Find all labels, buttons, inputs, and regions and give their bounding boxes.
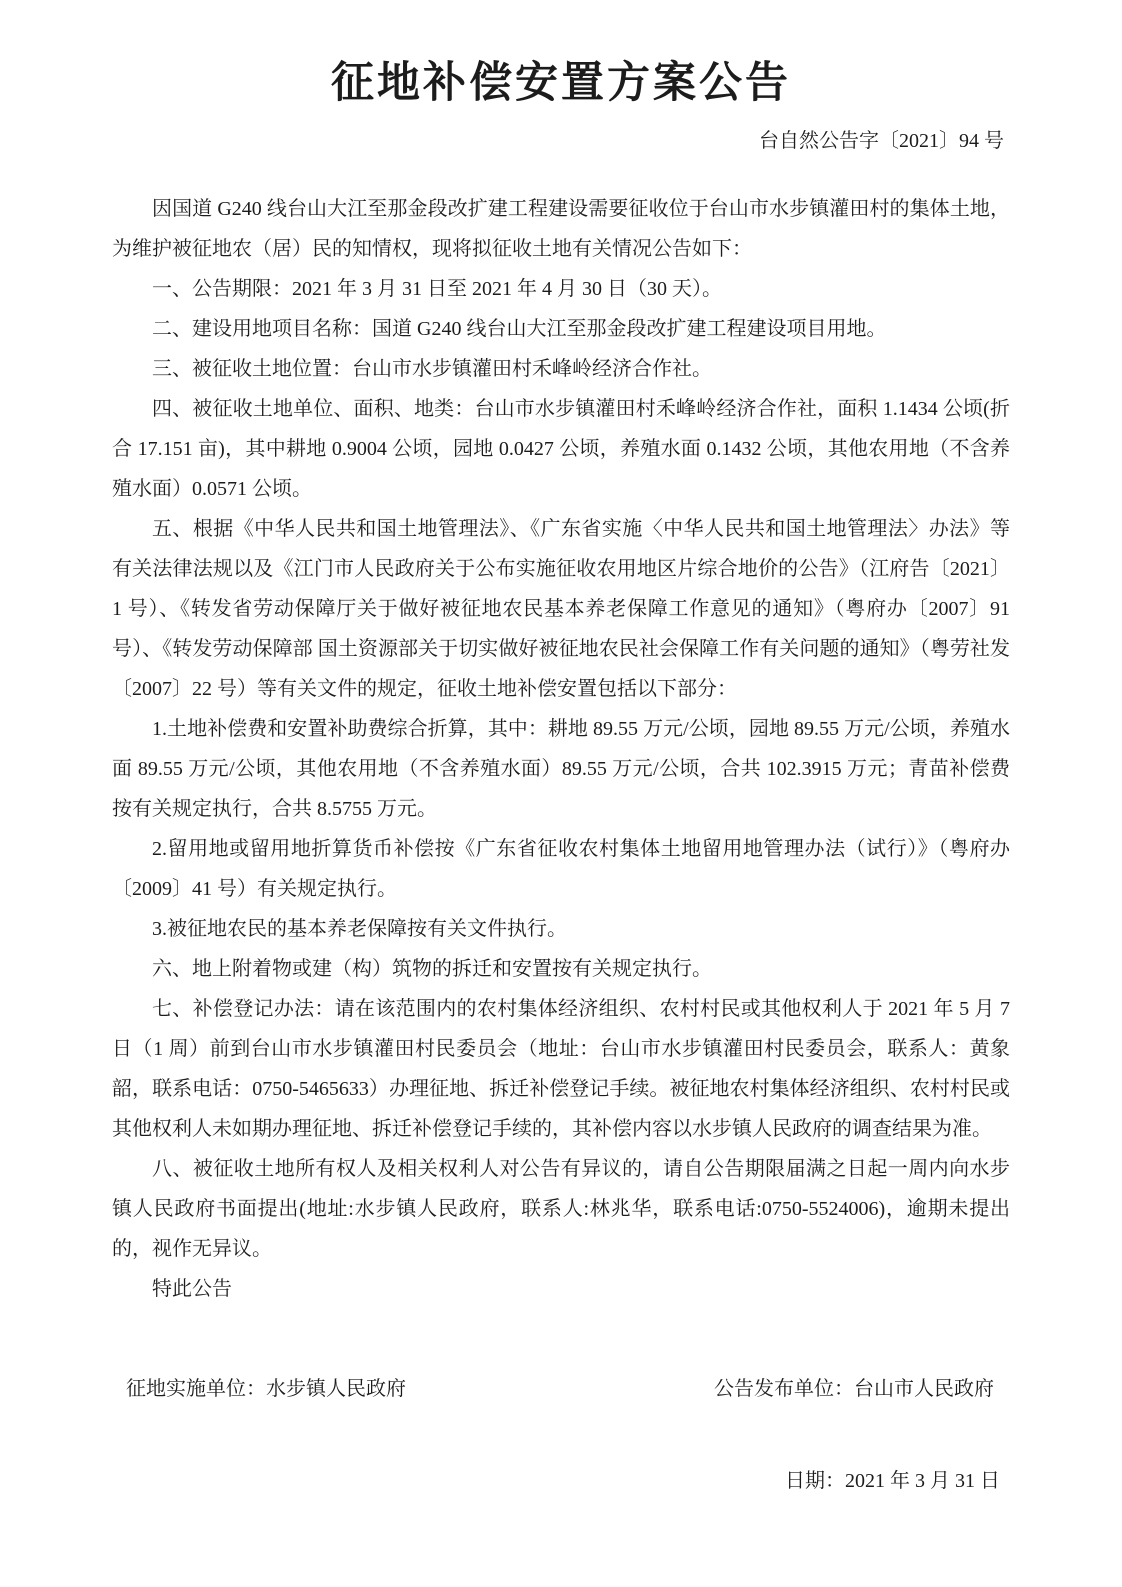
sub-item-1-compensation-rates: 1.土地补偿费和安置补助费综合折算，其中：耕地 89.55 万元/公顷，园地 89.55 万元/公顷，养殖水面 89.55 万元/公顷，其他农用地（不含养殖水面）89.55 万元/公顷，合共 102.3915 万元；青苗补偿费按有关规定执行，合共 8.5755 万元。 — [112, 717, 1010, 820]
footer-publish-unit: 公告发布单位：台山市人民政府 — [714, 1377, 994, 1400]
document-body — [112, 189, 1010, 1309]
footer-implement-unit: 征地实施单位：水步镇人民政府 — [126, 1377, 406, 1400]
closing-statement: 特此公告 — [152, 1277, 232, 1300]
sub-item-2-reserved-land: 2.留用地或留用地折算货币补偿按《广东省征收农村集体土地留用地管理办法（试行）》（粤府办〔2009〕41 号）有关规定执行。 — [112, 837, 1010, 900]
item-6-attachments-demolition: 六、地上附着物或建（构）筑物的拆迁和安置按有关规定执行。 — [152, 957, 712, 980]
footer-date: 日期：2021 年 3 月 31 日 — [785, 1469, 1000, 1492]
item-1-announcement-period: 一、公告期限：2021 年 3 月 31 日至 2021 年 4 月 30 日（30 天）。 — [152, 277, 722, 300]
item-4-land-unit-area-type: 四、被征收土地单位、面积、地类：台山市水步镇灌田村禾峰岭经济合作社，面积 1.1434 公顷(折合 17.151 亩)，其中耕地 0.9004 公顷，园地 0.0427 公顷，养殖水面 0.1432 公顷，其他农用地（不含养殖水面）0.0571 公顷。 — [112, 397, 1010, 500]
item-8-objection-procedure: 八、被征收土地所有权人及相关权利人对公告有异议的，请自公告期限届满之日起一周内向水步镇人民政府书面提出(地址:水步镇人民政府，联系人:林兆华，联系电话:0750-5524006)，逾期未提出的，视作无异议。 — [112, 1157, 1010, 1260]
item-3-land-location: 三、被征收土地位置：台山市水步镇灌田村禾峰岭经济合作社。 — [152, 357, 712, 380]
sub-item-3-pension: 3.被征地农民的基本养老保障按有关文件执行。 — [152, 917, 567, 940]
intro-paragraph: 因国道 G240 线台山大江至那金段改扩建工程建设需要征收位于台山市水步镇灌田村的集体土地，为维护被征地农（居）民的知情权，现将拟征收土地有关情况公告如下： — [112, 197, 1010, 260]
footer-units-row — [126, 1375, 994, 1403]
document-number: 台自然公告字〔2021〕94 号 — [759, 129, 1004, 152]
page-title: 征地补偿安置方案公告 — [331, 60, 791, 107]
item-5-legal-basis: 五、根据《中华人民共和国土地管理法》、《广东省实施〈中华人民共和国土地管理法〉办法》等有关法律法规以及《江门市人民政府关于公布实施征收农用地区片综合地价的公告》（江府告〔2021〕1 号）、《转发省劳动保障厅关于做好被征地农民基本养老保障工作意见的通知》（粤府办〔2007〕91 号）、《转发劳动保障部 国土资源部关于切实做好被征地农民社会保障工作有关问题的通知》（粤劳社发〔2007〕22 号）等有关文件的规定，征收土地补偿安置包括以下部分： — [112, 517, 1010, 700]
item-7-registration-method: 七、补偿登记办法：请在该范围内的农村集体经济组织、农村村民或其他权利人于 2021 年 5 月 7 日（1 周）前到台山市水步镇灌田村民委员会（地址：台山市水步镇灌田村民委员会，联系人：黄象韶，联系电话：0750-5465633）办理征地、拆迁补偿登记手续。被征地农村集体经济组织、农村村民或其他权利人未如期办理征地、拆迁补偿登记手续的，其补偿内容以水步镇人民政府的调查结果为准。 — [112, 997, 1010, 1140]
item-2-project-name: 二、建设用地项目名称：国道 G240 线台山大江至那金段改扩建工程建设项目用地。 — [152, 317, 887, 340]
